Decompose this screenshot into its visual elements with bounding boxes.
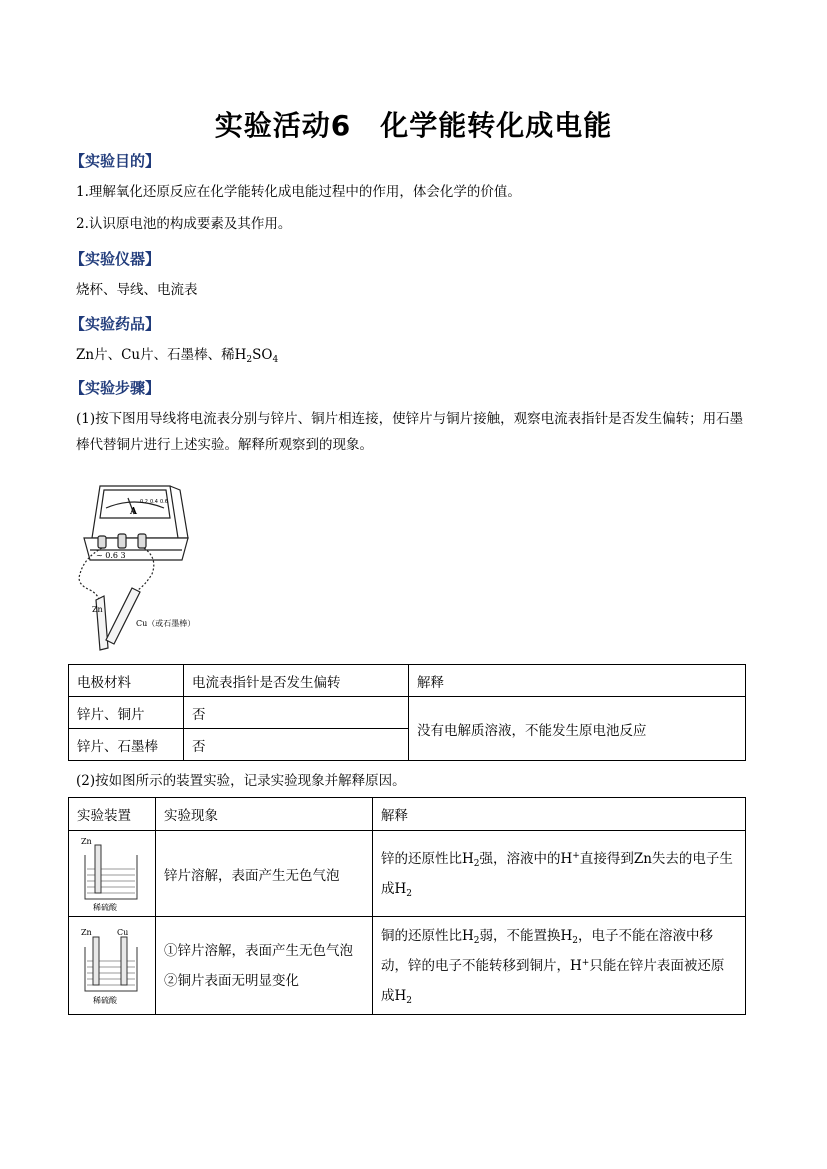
- ammeter-apparatus-figure: [70, 478, 230, 654]
- apparatus-text: 烧杯、导线、电流表: [76, 282, 198, 298]
- section-heading-steps: 【实验步骤】: [70, 379, 161, 397]
- table-row: [69, 665, 746, 697]
- dilute-sulfuric-acid-label: 稀硫酸: [93, 995, 117, 1005]
- table-cell: 锌片、铜片: [69, 697, 184, 729]
- section-heading-reagents: 【实验药品】: [70, 315, 161, 333]
- table-cell: 锌的还原性比$H_2$强，溶液中的H+直接得到Zn失去的电子生成$H_2$: [373, 831, 746, 917]
- table-cell: [156, 917, 373, 1015]
- table-row: [69, 697, 746, 729]
- ammeter-scale-3: 0.6: [160, 499, 168, 505]
- step-2-text: (2)按如图所示的装置实验，记录实验现象并解释原因。: [76, 773, 406, 789]
- table-cell: 锌片、石墨棒: [69, 729, 184, 761]
- dilute-sulfuric-acid-label: 稀硫酸: [93, 902, 117, 912]
- table-cell: 否: [184, 729, 409, 761]
- table-header-cell: 解释: [373, 798, 746, 831]
- electrode-table: [68, 664, 746, 761]
- ammeter-terminal-labels: ~ 0.6 3: [96, 551, 126, 560]
- purpose-item-2: 2.认识原电池的构成要素及其作用。: [76, 216, 292, 232]
- table-cell: [69, 917, 156, 1015]
- zn-label: Zn: [81, 836, 92, 846]
- table-cell: 铜的还原性比$H_2$弱，不能置换$H_2$，电子不能在溶液中移动，锌的电子不能转移到铜片，H+只能在锌片表面被还原成$H_2$: [373, 917, 746, 1015]
- table-cell: 否: [184, 697, 409, 729]
- ammeter-scale-2: 0.4: [150, 499, 158, 505]
- table-row: [69, 831, 746, 917]
- step-1-text: (1)按下图用导线将电流表分别与锌片、铜片相连接，使锌片与铜片接触，观察电流表指针是否发生偏转；用石墨棒代替铜片进行上述实验。解释所观察到的现象。: [76, 411, 744, 453]
- zn-electrode-label: Zn: [92, 605, 103, 614]
- table-header-cell: 解释: [409, 665, 746, 697]
- reagents-text: Zn片、Cu片、石墨棒、稀$H_2SO_4$: [76, 347, 279, 365]
- phenomenon-2: ②铜片表面无明显变化: [164, 972, 299, 989]
- cu-electrode-label: Cu（或石墨棒）: [136, 619, 196, 628]
- zn-label: Zn: [81, 927, 92, 937]
- table-cell: 没有电解质溶液，不能发生原电池反应: [409, 697, 746, 761]
- table-header-cell: 实验现象: [156, 798, 373, 831]
- cu-label: Cu: [117, 927, 129, 937]
- table-header-cell: 电流表指针是否发生偏转: [184, 665, 409, 697]
- ammeter-scale-1: 0.2: [140, 499, 148, 505]
- table-row: [69, 917, 746, 1015]
- purpose-item-1: 1.理解氧化还原反应在化学能转化成电能过程中的作用，体会化学的价值。: [76, 184, 521, 200]
- ammeter-dial-label: A: [130, 507, 137, 517]
- table-cell: [69, 831, 156, 917]
- section-heading-apparatus: 【实验仪器】: [70, 250, 161, 268]
- section-heading-purpose: 【实验目的】: [70, 152, 161, 170]
- zn-cu-beaker-figure: [77, 925, 147, 1007]
- table-cell: 锌片溶解，表面产生无色气泡: [156, 831, 373, 917]
- table-header-cell: 实验装置: [69, 798, 156, 831]
- phenomenon-1: ①锌片溶解，表面产生无色气泡: [164, 942, 353, 959]
- experiment-table: [68, 797, 746, 1015]
- table-row: [69, 798, 746, 831]
- page-title: 实验活动6 化学能转化成电能: [214, 109, 613, 142]
- zn-beaker-figure: [77, 835, 147, 913]
- table-header-cell: 电极材料: [69, 665, 184, 697]
